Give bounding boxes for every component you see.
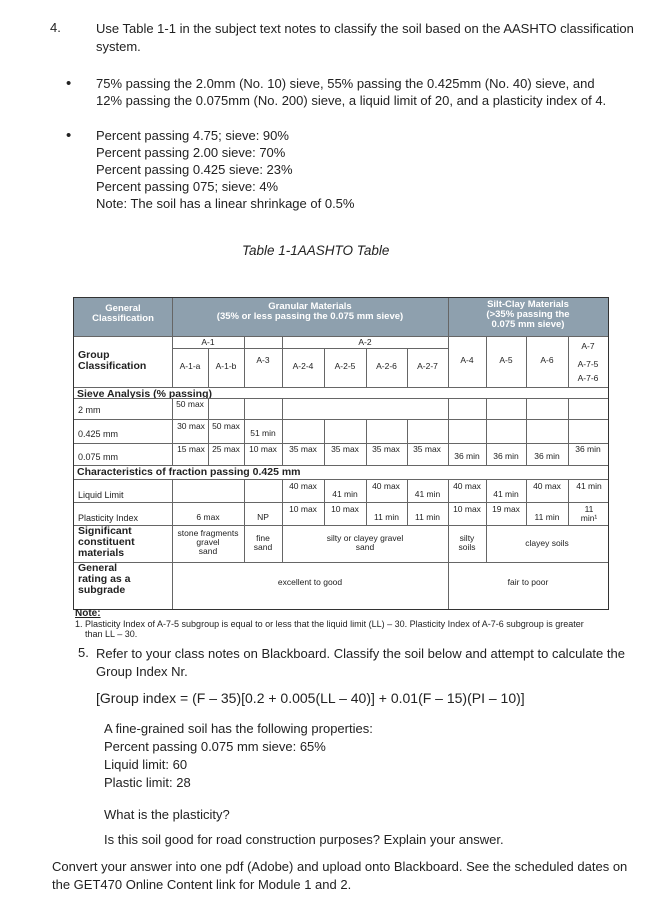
bullet-text: 75% passing the 2.0mm (No. 10) sieve, 55% passing the 0.425mm (No. 40) sieve, and 12% passing the 0.075mm (No. 200) sieve, a liquid limit of 20, and a plasticity index of 4. (96, 76, 607, 108)
row-label-rating: General rating as a subgrade (78, 562, 131, 596)
row-label-0075: 0.075 mm (78, 452, 119, 462)
cell-0075-a27: 35 max (413, 444, 441, 454)
cell-ll-a24: 40 max (289, 481, 317, 491)
cell-0075-a26: 35 max (372, 444, 400, 454)
table-caption: Table 1-1AASHTO Table (242, 243, 390, 258)
cell-constituent-a4: silty soils (458, 533, 476, 552)
group-a6: A-6 (540, 355, 554, 365)
cell-0075-a3: 10 max (249, 444, 277, 454)
cell-rating-granular: excellent to good (277, 577, 343, 587)
group-a5: A-5 (499, 355, 513, 365)
cell-ll-a5: 41 min (493, 489, 519, 499)
group-a26: A-2-6 (376, 361, 397, 371)
cell-0075-a6: 36 min (534, 451, 560, 461)
cell-0075-a1a: 15 max (177, 444, 205, 454)
table-note: Note: 1. Plasticity Index of A-7-5 subgroup is equal to or less that the liquid limit (LL) – 30. Plasticity Index of A-7-6 subgroup is greater than LL – 30. (75, 608, 584, 639)
cell-rating-siltclay: fair to poor (507, 577, 549, 587)
group-a27: A-2-7 (417, 361, 438, 371)
cell-0075-a5: 36 min (493, 451, 519, 461)
row-label-2mm: 2 mm (78, 405, 101, 415)
submission-instructions: Convert your answer into one pdf (Adobe) and upload onto Blackboard. See the scheduled dates on the GET470 Online Content link for Module 1 and 2. (52, 859, 628, 892)
cell-0425-a3: 51 min (250, 428, 276, 438)
group-a76: A-7-6 (577, 373, 599, 383)
question-number: 4. (50, 20, 61, 35)
silt-clay-header: Silt-Clay Materials (>35% passing the 0.075 mm sieve) (448, 298, 608, 336)
characteristics-heading: Characteristics of fraction passing 0.425 mm (77, 466, 301, 478)
cell-pi-a1: 6 max (196, 512, 220, 522)
row-label-plasticity-index: Plasticity Index (78, 513, 139, 523)
cell-pi-a6: 11 min (534, 512, 560, 522)
question-text: Refer to your class notes on Blackboard. Classify the soil below and attempt to calculate the Group Index Nr. (96, 646, 625, 679)
cell-ll-a27: 41 min (414, 489, 441, 499)
group-a1b: A-1-b (215, 361, 237, 371)
group-a4: A-4 (460, 355, 474, 365)
cell-0075-a4: 36 min (454, 451, 480, 461)
cell-pi-a5: 19 max (492, 504, 520, 514)
cell-pi-a4: 10 max (453, 504, 481, 514)
sieve-analysis-heading: Sieve Analysis (% passing) (77, 388, 212, 400)
cell-ll-a6: 40 max (533, 481, 561, 491)
aashto-table (73, 297, 609, 610)
sub-question: Is this soil good for road construction purposes? Explain your answer. (104, 832, 504, 847)
cell-pi-a26: 11 min (374, 512, 399, 522)
cell-pi-a3: NP (257, 512, 269, 522)
group-a7: A-7 (581, 341, 595, 351)
cell-ll-a7: 41 min (576, 481, 602, 491)
cell-ll-a25: 41 min (332, 489, 358, 499)
group-index-formula: [Group index = (F – 35)[0.2 + 0.005(LL – 40)] + 0.01(F – 15)(PI – 10)] (96, 690, 525, 706)
cell-ll-a26: 40 max (372, 481, 400, 491)
group-a1: A-1 (201, 337, 215, 347)
bullet-icon: • (66, 127, 72, 144)
cell-0075-a25: 35 max (331, 444, 359, 454)
group-a24: A-2-4 (292, 361, 314, 371)
cell-0425-a1a: 30 max (177, 421, 205, 431)
bullet-text: Percent passing 4.75; sieve: 90% Percent passing 2.00 sieve: 70% Percent passing 0.425 sieve: 23% Percent passing 075; sieve: 4% Note: The soil has a linear shrinkage of 0.5% (96, 128, 355, 211)
question-text: Use Table 1-1 in the subject text notes to classify the soil based on the AASHTO classification system. (96, 21, 634, 54)
group-classification-label: Group Classification (78, 349, 147, 372)
row-label-constituent: Significant constituent materials (78, 525, 135, 559)
soil-properties: A fine-grained soil has the following properties: Percent passing 0.075 mm sieve: 65% Liquid limit: 60 Plastic limit: 28 (104, 721, 373, 790)
cell-pi-a7: 11 min¹ (580, 504, 598, 523)
cell-0075-a24: 35 max (289, 444, 317, 454)
group-a3: A-3 (256, 355, 270, 365)
group-a1a: A-1-a (179, 361, 201, 371)
granular-header: Granular Materials (35% or less passing the 0.075 mm sieve) (172, 298, 448, 336)
cell-pi-a25: 10 max (331, 504, 359, 514)
row-label-0425: 0.425 mm (78, 429, 119, 439)
group-a75: A-7-5 (577, 359, 599, 369)
cell-0425-a1b: 50 max (212, 421, 240, 431)
cell-ll-a4: 40 max (453, 481, 481, 491)
group-a2: A-2 (358, 337, 372, 347)
cell-0075-a7: 36 min (575, 444, 601, 454)
cell-pi-a24: 10 max (289, 504, 317, 514)
question-number: 5. (78, 645, 89, 660)
row-label-liquid-limit: Liquid Limit (78, 490, 124, 500)
cell-0075-a1b: 25 max (212, 444, 240, 454)
cell-pi-a27: 11 min (415, 512, 440, 522)
cell-constituent-a3: fine sand (253, 533, 273, 552)
sub-question: What is the plasticity? (104, 807, 230, 822)
cell-constituent-clay: clayey soils (525, 538, 569, 548)
cell-constituent-a1: stone fragments gravel sand (177, 528, 239, 556)
cell-2mm-a1a: 50 max (176, 399, 204, 409)
group-a25: A-2-5 (334, 361, 356, 371)
bullet-icon: • (66, 75, 72, 92)
cell-constituent-a2: silty or clayey gravel sand (326, 533, 404, 552)
general-classification-header: General Classification (74, 298, 172, 336)
